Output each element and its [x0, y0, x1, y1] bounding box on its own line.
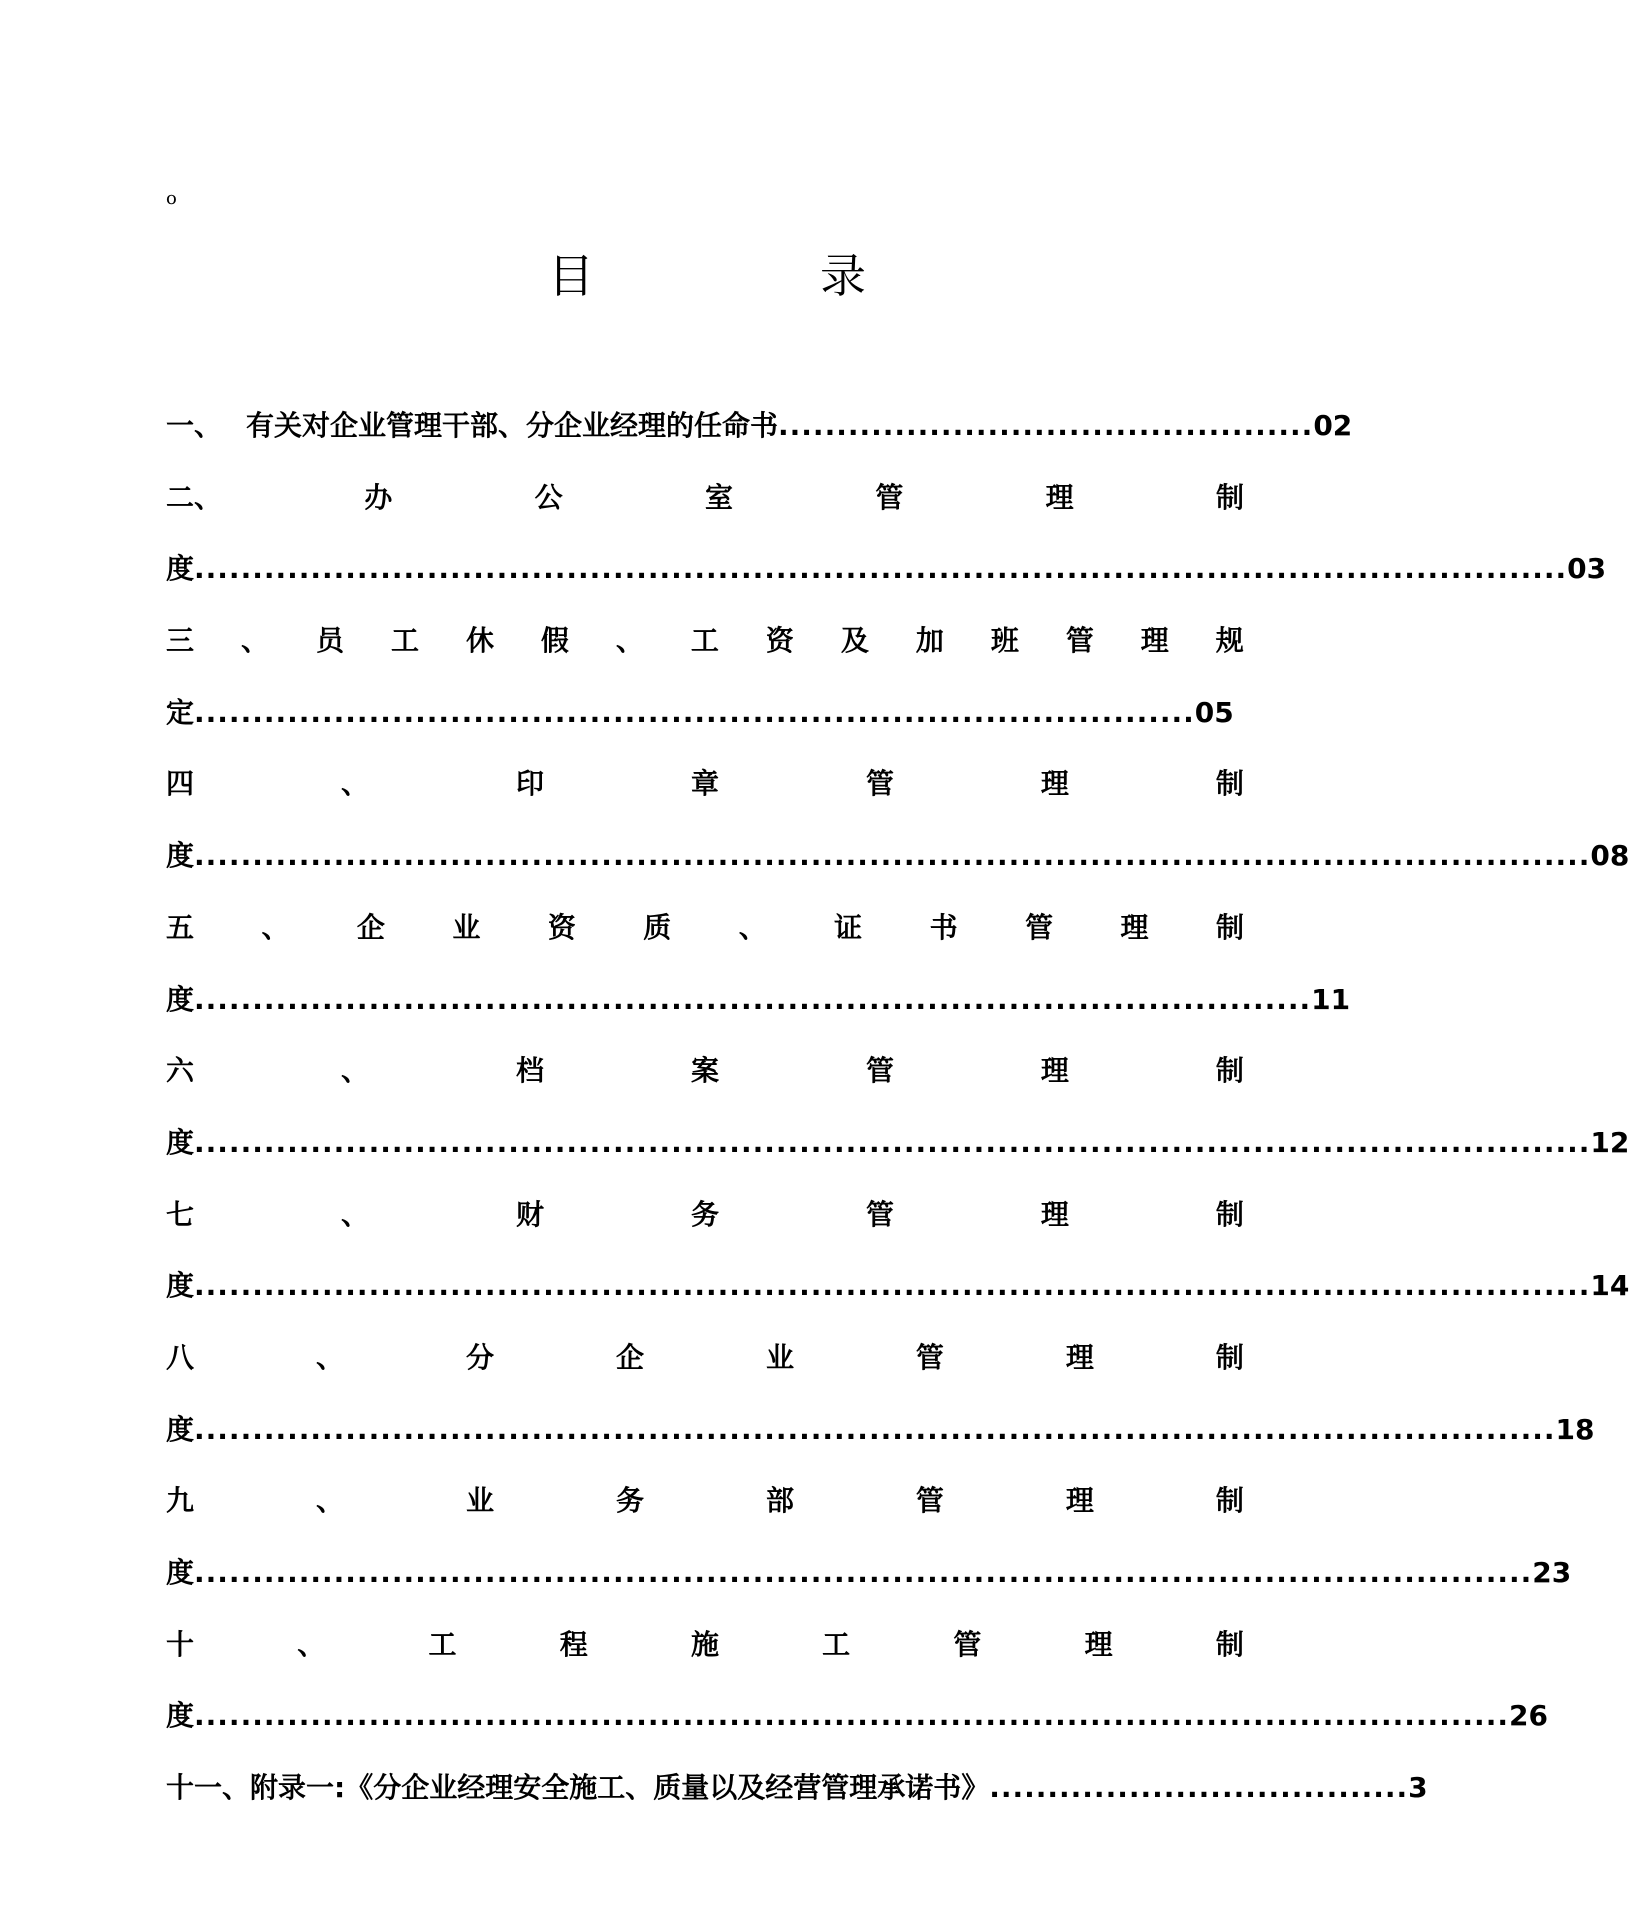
toc-heading-char: 七 — [166, 1197, 195, 1231]
toc-heading-tail: 度 — [166, 1269, 195, 1303]
toc-heading-char: 务 — [615, 1484, 644, 1518]
toc-entry-leader-line — [166, 820, 1629, 892]
toc-leader-dots: ...................................................................................................................... — [194, 552, 1568, 586]
toc-heading-char: 公 — [534, 480, 563, 514]
toc-entry-heading-line — [166, 748, 1244, 820]
toc-heading-tail: 度 — [166, 982, 195, 1016]
toc-heading-char: 理 — [1140, 624, 1169, 658]
toc-page-number[interactable]: 12 — [1590, 1125, 1629, 1159]
toc-entry-appendix[interactable] — [166, 1752, 1428, 1824]
table-of-contents — [166, 390, 1629, 1824]
toc-heading-char: 资 — [547, 910, 576, 944]
toc-title: 十一、附录一:《分企业经理安全施工、质量以及经营管理承诺书》 — [166, 1771, 990, 1805]
toc-heading-char: 室 — [704, 480, 733, 514]
toc-entry-heading-line — [166, 1465, 1244, 1537]
toc-heading-char: 部 — [765, 1484, 794, 1518]
toc-heading-char: 制 — [1215, 1484, 1244, 1518]
toc-page-number[interactable]: 03 — [1567, 552, 1607, 586]
toc-heading-char: 制 — [1215, 1627, 1244, 1661]
toc-entry-heading-line — [166, 1609, 1244, 1681]
toc-heading-char: 理 — [1040, 1197, 1069, 1231]
toc-heading-char: 理 — [1120, 910, 1149, 944]
toc-leader-dots: ........................................................................................................................ — [194, 1269, 1591, 1303]
toc-heading-char: 六 — [166, 1054, 195, 1088]
toc-heading-char: 班 — [990, 624, 1019, 658]
toc-heading-char: 、 — [315, 1340, 344, 1374]
toc-leader-dots: ................................................................................................ — [194, 982, 1312, 1016]
toc-heading-char: 制 — [1215, 1340, 1244, 1374]
toc-heading-char: 证 — [834, 910, 863, 944]
toc-heading-char: 资 — [765, 624, 794, 658]
toc-heading-tail: 定 — [166, 695, 195, 729]
toc-heading-char: 制 — [1215, 1054, 1244, 1088]
toc-heading-char: 质 — [643, 910, 672, 944]
title-char-right: 录 — [820, 249, 866, 303]
toc-heading-char: 分 — [465, 1340, 494, 1374]
toc-heading-tail: 度 — [166, 552, 195, 586]
toc-heading-char: 十 — [166, 1627, 195, 1661]
toc-heading-char: 、 — [240, 624, 269, 658]
toc-heading-char: 工 — [428, 1627, 457, 1661]
toc-heading-tail: 度 — [166, 839, 195, 873]
toc-heading-char: 章 — [690, 767, 719, 801]
toc-heading-tail: 度 — [166, 1699, 195, 1733]
toc-leader-dots: ........................................................................................................................ — [194, 839, 1591, 873]
toc-page-number[interactable]: 3 — [1408, 1771, 1428, 1805]
toc-heading-char: 企 — [615, 1340, 644, 1374]
toc-leader-dots: ...................................................................................... — [194, 695, 1195, 729]
toc-title: 有关对企业管理干部、分企业经理的任命书 — [246, 409, 779, 442]
toc-page-number[interactable]: 26 — [1508, 1699, 1548, 1733]
toc-heading-char: 办 — [364, 480, 393, 514]
toc-heading-tail: 度 — [166, 1556, 195, 1589]
toc-entry-heading-line — [166, 1035, 1244, 1107]
title-char-left: 目 — [548, 249, 594, 303]
toc-entry-heading-line — [166, 462, 1244, 534]
toc-entry-leader-line — [166, 1107, 1629, 1179]
toc-heading-char: 管 — [865, 1054, 894, 1088]
toc-heading-char: 八 — [166, 1340, 195, 1374]
toc-heading-char: 理 — [1084, 1627, 1113, 1661]
toc-leader-dots: ................................................................................................................. — [194, 1699, 1509, 1733]
toc-entry-leader-line — [166, 964, 1351, 1036]
toc-heading-char: 、 — [340, 767, 369, 801]
toc-heading-char: 休 — [465, 624, 494, 658]
toc-heading-char: 制 — [1215, 1197, 1244, 1231]
toc-heading-char: 档 — [515, 1054, 544, 1088]
toc-heading-tail: 度 — [166, 1125, 195, 1159]
toc-entry-heading-line — [166, 1179, 1244, 1251]
toc-heading-char: 、 — [340, 1054, 369, 1088]
toc-entry-leader-line — [166, 677, 1244, 749]
toc-entry-heading-line — [166, 1322, 1244, 1394]
toc-leader-dots: .................................... — [989, 1771, 1409, 1805]
page-mark: o — [166, 188, 177, 209]
toc-heading-char: 、 — [738, 910, 767, 944]
toc-entry-leader-line — [166, 1537, 1572, 1609]
toc-heading-char: 管 — [915, 1340, 944, 1374]
toc-heading-char: 管 — [953, 1627, 982, 1661]
toc-page-number[interactable]: 14 — [1590, 1269, 1629, 1303]
toc-heading-char: 企 — [356, 910, 385, 944]
toc-heading-char: 、 — [615, 624, 644, 658]
toc-heading-char: 、 — [297, 1627, 326, 1661]
toc-leader-dots: ........................................................................................................................ — [194, 1125, 1591, 1159]
toc-heading-char: 管 — [865, 1197, 894, 1231]
toc-heading-char: 书 — [929, 910, 958, 944]
toc-heading-char: 理 — [1045, 480, 1074, 514]
toc-heading-char: 员 — [315, 624, 344, 658]
toc-heading-char: 财 — [515, 1197, 544, 1231]
toc-heading-char: 制 — [1215, 910, 1244, 944]
toc-heading-char: 管 — [865, 767, 894, 801]
toc-heading-char: 、 — [340, 1197, 369, 1231]
toc-heading-char: 印 — [515, 767, 544, 801]
toc-entry-heading-line — [166, 605, 1244, 677]
toc-entry-1[interactable] — [166, 390, 1353, 462]
toc-page-number[interactable]: 08 — [1590, 839, 1629, 873]
toc-entry-leader-line — [166, 1680, 1548, 1752]
toc-page-number[interactable]: 05 — [1194, 695, 1234, 729]
toc-heading-char: 业 — [452, 910, 481, 944]
toc-heading-char: 、 — [261, 910, 290, 944]
toc-entry-leader-line — [166, 1394, 1595, 1466]
toc-entry-leader-line — [166, 1250, 1629, 1322]
toc-heading-char: 施 — [690, 1627, 719, 1661]
toc-heading-char: 及 — [840, 624, 869, 658]
toc-heading-char: 工 — [390, 624, 419, 658]
toc-heading-char: 、 — [315, 1484, 344, 1518]
toc-leader-dots: ..................................................................................................................... — [194, 1412, 1556, 1446]
toc-page-number[interactable]: 23 — [1532, 1556, 1572, 1589]
toc-entry-leader-line — [166, 533, 1607, 605]
toc-heading-char: 假 — [540, 624, 569, 658]
toc-heading-tail: 度 — [166, 1412, 195, 1446]
toc-heading-char: 三 — [166, 624, 195, 658]
toc-heading-char: 理 — [1040, 767, 1069, 801]
toc-page-number[interactable]: 02 — [1313, 409, 1353, 442]
toc-numeral: 一、 — [166, 409, 223, 442]
toc-entry-heading-line — [166, 892, 1244, 964]
page-title — [0, 240, 1360, 310]
toc-heading-char: 九 — [166, 1484, 195, 1518]
toc-heading-char: 二、 — [166, 480, 223, 514]
toc-page-number[interactable]: 11 — [1311, 982, 1351, 1016]
toc-heading-char: 制 — [1215, 480, 1244, 514]
toc-heading-char: 程 — [559, 1627, 588, 1661]
toc-heading-char: 案 — [690, 1054, 719, 1088]
toc-heading-char: 业 — [465, 1484, 494, 1518]
toc-heading-char: 业 — [765, 1340, 794, 1374]
toc-heading-char: 理 — [1065, 1484, 1094, 1518]
toc-leader-dots: ................................................................................................................... — [194, 1556, 1533, 1589]
toc-heading-char: 五 — [166, 910, 195, 944]
toc-heading-char: 理 — [1065, 1340, 1094, 1374]
toc-heading-char: 工 — [690, 624, 719, 658]
toc-page-number[interactable]: 18 — [1555, 1412, 1595, 1446]
toc-heading-char: 管 — [1025, 910, 1054, 944]
toc-heading-char: 四 — [166, 767, 195, 801]
toc-heading-char: 管 — [875, 480, 904, 514]
toc-heading-char: 理 — [1040, 1054, 1069, 1088]
toc-leader-dots: .............................................. — [778, 409, 1314, 442]
toc-heading-char: 制 — [1215, 767, 1244, 801]
toc-heading-char: 规 — [1215, 624, 1244, 658]
toc-heading-char: 管 — [1065, 624, 1094, 658]
toc-heading-char: 加 — [915, 624, 944, 658]
toc-heading-char: 工 — [822, 1627, 851, 1661]
toc-heading-char: 管 — [915, 1484, 944, 1518]
toc-heading-char: 务 — [690, 1197, 719, 1231]
